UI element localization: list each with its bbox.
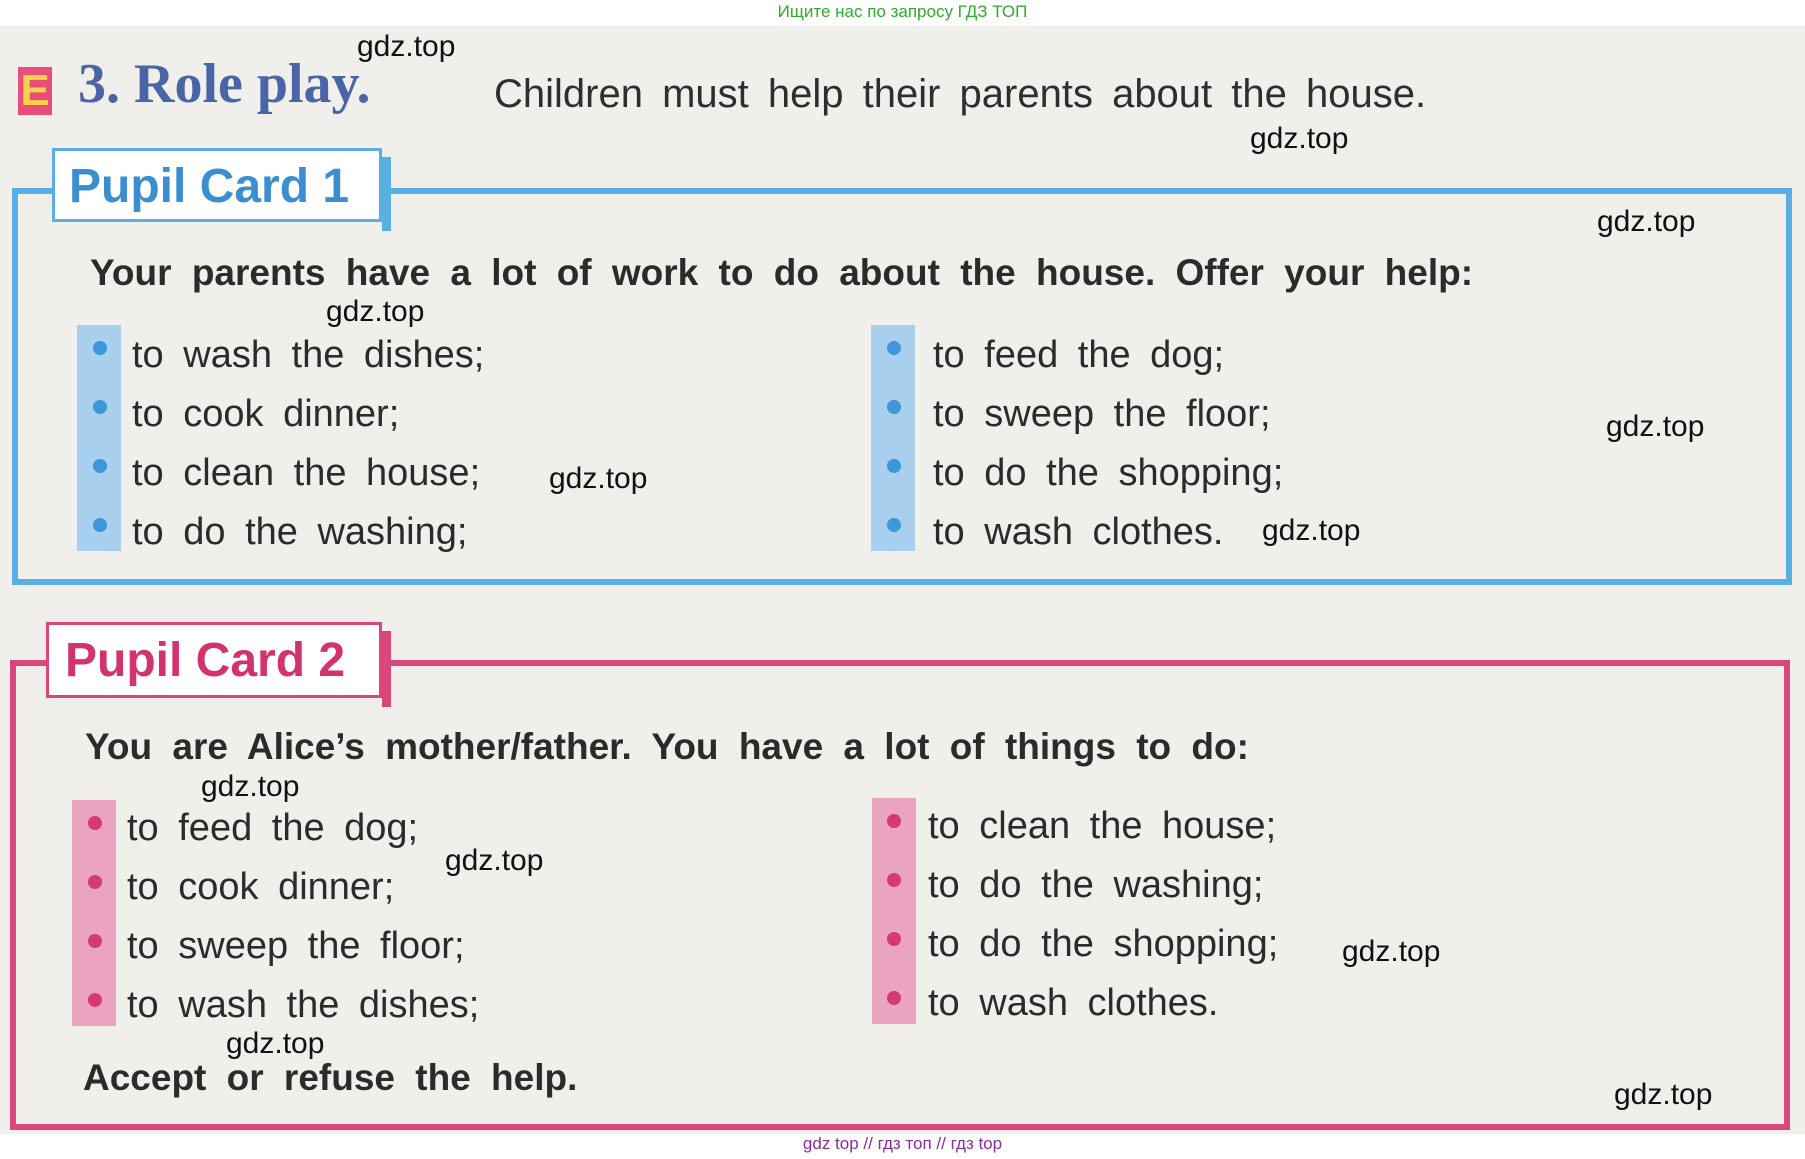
- watermark: gdz.top: [201, 770, 300, 803]
- bullet-icon: [93, 518, 107, 532]
- watermark: gdz.top: [1597, 205, 1696, 238]
- list-item: to sweep the floor;: [933, 393, 1271, 435]
- list-item: to feed the dog;: [933, 334, 1225, 376]
- watermark: gdz.top: [1262, 514, 1361, 547]
- bullet-icon: [887, 518, 901, 532]
- watermark: gdz.top: [326, 295, 425, 328]
- list-item: to wash clothes.: [933, 511, 1224, 553]
- bullet-icon: [887, 814, 901, 828]
- bullet-icon: [93, 459, 107, 473]
- bullet-icon: [88, 993, 102, 1007]
- list-item: to wash the dishes;: [127, 984, 480, 1026]
- bullet-icon: [887, 873, 901, 887]
- bullet-icon: [887, 932, 901, 946]
- bullet-icon: [887, 991, 901, 1005]
- bullet-icon: [88, 816, 102, 830]
- bottom-banner: gdz top // гдз топ // гдз top: [802, 1134, 1003, 1153]
- watermark: gdz.top: [1606, 410, 1705, 443]
- exercise-description: Children must help their parents about the house.: [494, 72, 1427, 116]
- list-item: to do the shopping;: [928, 923, 1279, 965]
- pupil-card-2-tab: Pupil Card 2: [46, 622, 382, 698]
- watermark: gdz.top: [1614, 1078, 1713, 1111]
- watermark: gdz.top: [226, 1027, 325, 1060]
- list-item: to clean the house;: [132, 452, 481, 494]
- bullet-icon: [887, 400, 901, 414]
- list-item: to cook dinner;: [127, 866, 395, 908]
- card-2-footer: Accept or refuse the help.: [83, 1057, 578, 1098]
- watermark: gdz.top: [1250, 122, 1349, 155]
- watermark: gdz.top: [445, 844, 544, 877]
- list-item: to clean the house;: [928, 805, 1277, 847]
- bullet-icon: [93, 341, 107, 355]
- bullet-icon: [88, 875, 102, 889]
- top-banner: Ищите нас по запросу ГДЗ ТОП: [777, 2, 1028, 21]
- card-2-instruction: You are Alice’s mother/father. You have a lot of things to do:: [85, 726, 1249, 767]
- list-item: to feed the dog;: [127, 807, 419, 849]
- watermark: gdz.top: [357, 30, 456, 63]
- list-item: to wash clothes.: [928, 982, 1219, 1024]
- list-item: to sweep the floor;: [127, 925, 465, 967]
- bullet-icon: [88, 934, 102, 948]
- bullet-icon: [887, 459, 901, 473]
- watermark: gdz.top: [549, 462, 648, 495]
- exercise-title: 3. Role play.: [78, 53, 371, 115]
- pupil-card-1-tab: Pupil Card 1: [52, 148, 382, 222]
- list-item: to cook dinner;: [132, 393, 400, 435]
- card-1-instruction: Your parents have a lot of work to do about the house. Offer your help:: [90, 252, 1474, 293]
- exercise-badge-icon: E: [18, 67, 52, 115]
- bullet-icon: [887, 341, 901, 355]
- bullet-icon: [93, 400, 107, 414]
- watermark: gdz.top: [1342, 935, 1441, 968]
- list-item: to do the washing;: [928, 864, 1264, 906]
- list-item: to wash the dishes;: [132, 334, 485, 376]
- list-item: to do the shopping;: [933, 452, 1284, 494]
- list-item: to do the washing;: [132, 511, 468, 553]
